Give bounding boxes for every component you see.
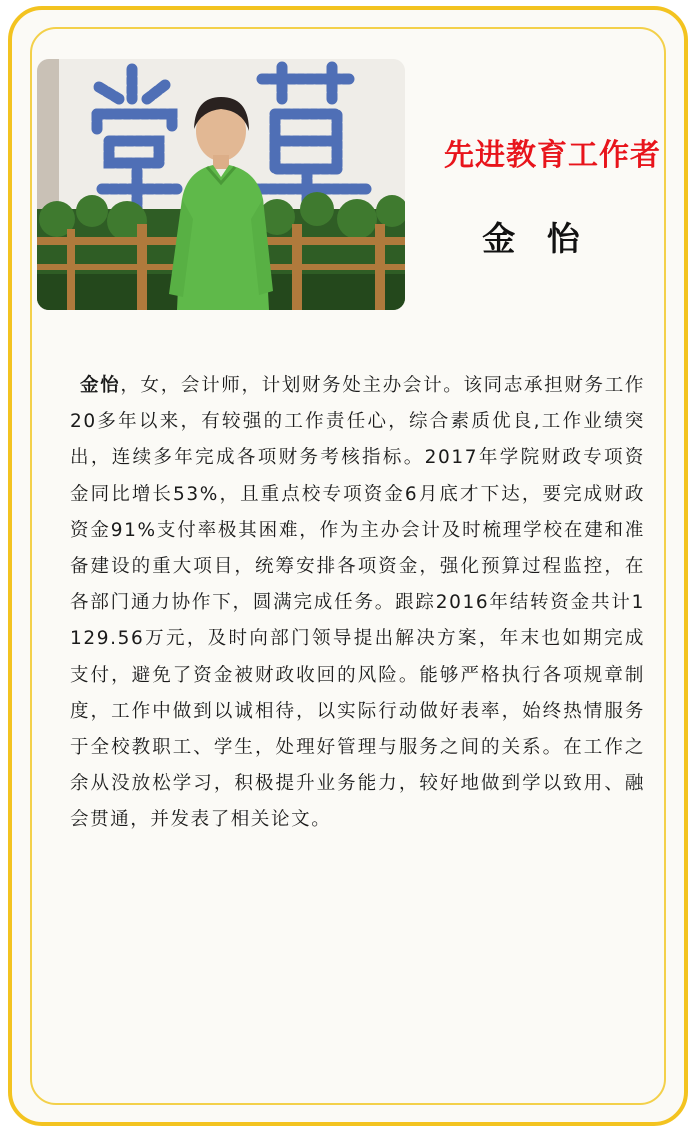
- person-name: 金 怡: [482, 219, 590, 258]
- award-title: 先进教育工作者: [444, 138, 661, 173]
- biography-paragraph: [70, 368, 645, 839]
- portrait-photo-illustration: [37, 59, 405, 310]
- portrait-photo: [37, 59, 405, 310]
- bio-person-name: 金怡: [80, 375, 121, 396]
- bio-text: ，女，会计师，计划财务处主办会计。该同志承担财务工作20多年以来，有较强的工作责任心，综合素质优良,工作业绩突出，连续多年完成各项财务考核指标。2017年学院财政专项资金同比增长53%，且重点校专项资金6月底才下达，要完成财政资金91%支付率极其困难，作为主办会计及时梳理学校在建和准备建设的重大项目，统筹安排各项资金，强化预算过程监控，在各部门通力协作下，圆满完成任务。跟踪2016年结转资金共计1129.56万元，及时向部门领导提出解决方案，年末也如期完成支付，避免了资金被财政收回的风险。能够严格执行各项规章制度，工作中做到以诚相待，以实际行动做好表率，始终热情服务于全校教职工、学生，处理好管理与服务之间的关系。在工作之余从没放松学习，积极提升业务能力，较好地做到学以致用、融会贯通，并发表了相关论文。: [70, 375, 646, 831]
